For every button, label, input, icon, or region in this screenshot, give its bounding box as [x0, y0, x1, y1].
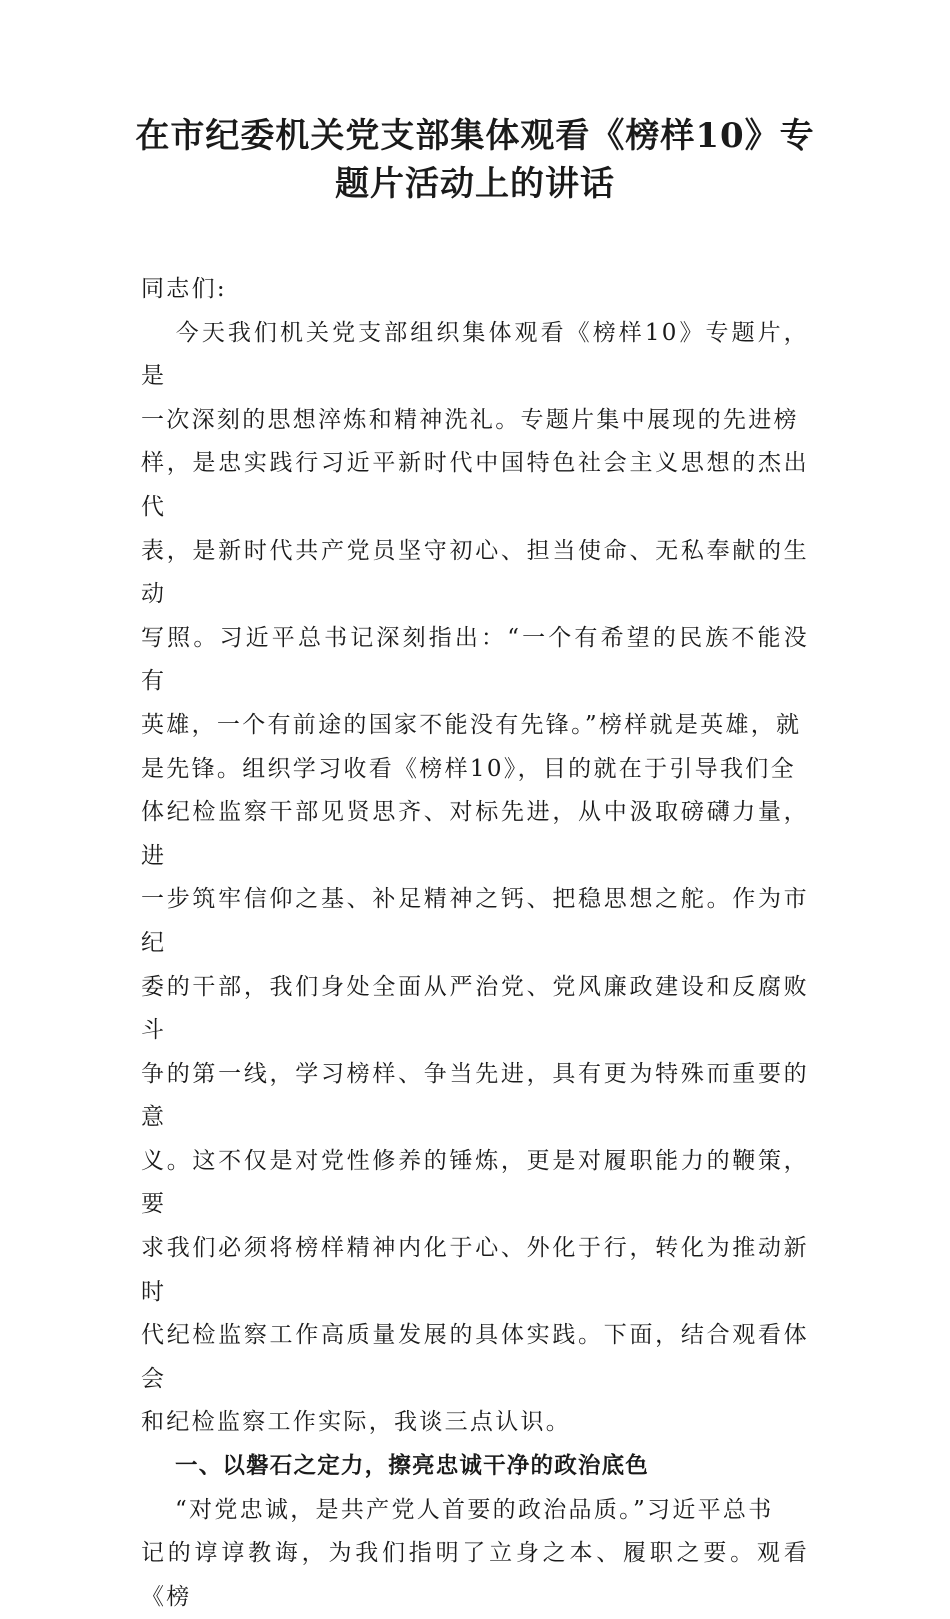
paragraph-line: 代纪检监察工作高质量发展的具体实践。下面，结合观看体会 [141, 1322, 809, 1392]
paragraph-line: 一步筑牢信仰之基、补足精神之钙、把稳思想之舵。作为市纪 [141, 886, 809, 956]
paragraph-line: 记的谆谆教诲，为我们指明了立身之本、履职之要。观看《榜 [141, 1540, 809, 1610]
paragraph-line: 和纪检监察工作实际，我谈三点认识。 [141, 1409, 572, 1436]
paragraph-line: 求我们必须将榜样精神内化于心、外化于行，转化为推动新时 [141, 1235, 809, 1305]
paragraph-1 [141, 312, 809, 1445]
title-line-2: 题片活动上的讲话 [335, 164, 615, 204]
paragraph-line: 样，是忠实践行习近平新时代中国特色社会主义思想的杰出代 [141, 450, 809, 520]
paragraph-2 [141, 1489, 809, 1619]
paragraph-line: 义。这不仅是对党性修养的锤炼，更是对履职能力的鞭策，要 [141, 1147, 809, 1218]
paragraph-line: 英雄，一个有前途的国家不能没有先锋。”榜样就是英雄，就 [141, 711, 802, 738]
document-title [120, 112, 830, 208]
paragraph-line: 今天我们机关党支部组织集体观看《榜样10》专题片，是 [141, 319, 809, 390]
paragraph-line: 表，是新时代共产党员坚守初心、担当使命、无私奉献的生动 [141, 537, 809, 608]
paragraph-line: 是先锋。组织学习收看《榜样10》，目的就在于引导我们全 [141, 755, 796, 782]
paragraph-line: 争的第一线，学习榜样、争当先进，具有更为特殊而重要的意 [141, 1060, 809, 1131]
paragraph-line: 一次深刻的思想淬炼和精神洗礼。专题片集中展现的先进榜 [141, 406, 799, 433]
title-line-1: 在市纪委机关党支部集体观看《榜样10》专 [135, 116, 815, 156]
document-body [141, 268, 809, 1619]
paragraph-line: 体纪检监察干部见贤思齐、对标先进，从中汲取磅礴力量，进 [141, 799, 809, 869]
paragraph-line: 委的干部，我们身处全面从严治党、党风廉政建设和反腐败斗 [141, 973, 809, 1044]
section-heading-1: 一、以磐石之定力，擦亮忠诚干净的政治底色 [175, 1453, 650, 1480]
paragraph-line: 写照。习近平总书记深刻指出：“一个有希望的民族不能没有 [141, 624, 809, 695]
paragraph-line: “对党忠诚，是共产党人首要的政治品质。”习近平总书 [175, 1496, 774, 1523]
salutation: 同志们: [141, 276, 227, 302]
